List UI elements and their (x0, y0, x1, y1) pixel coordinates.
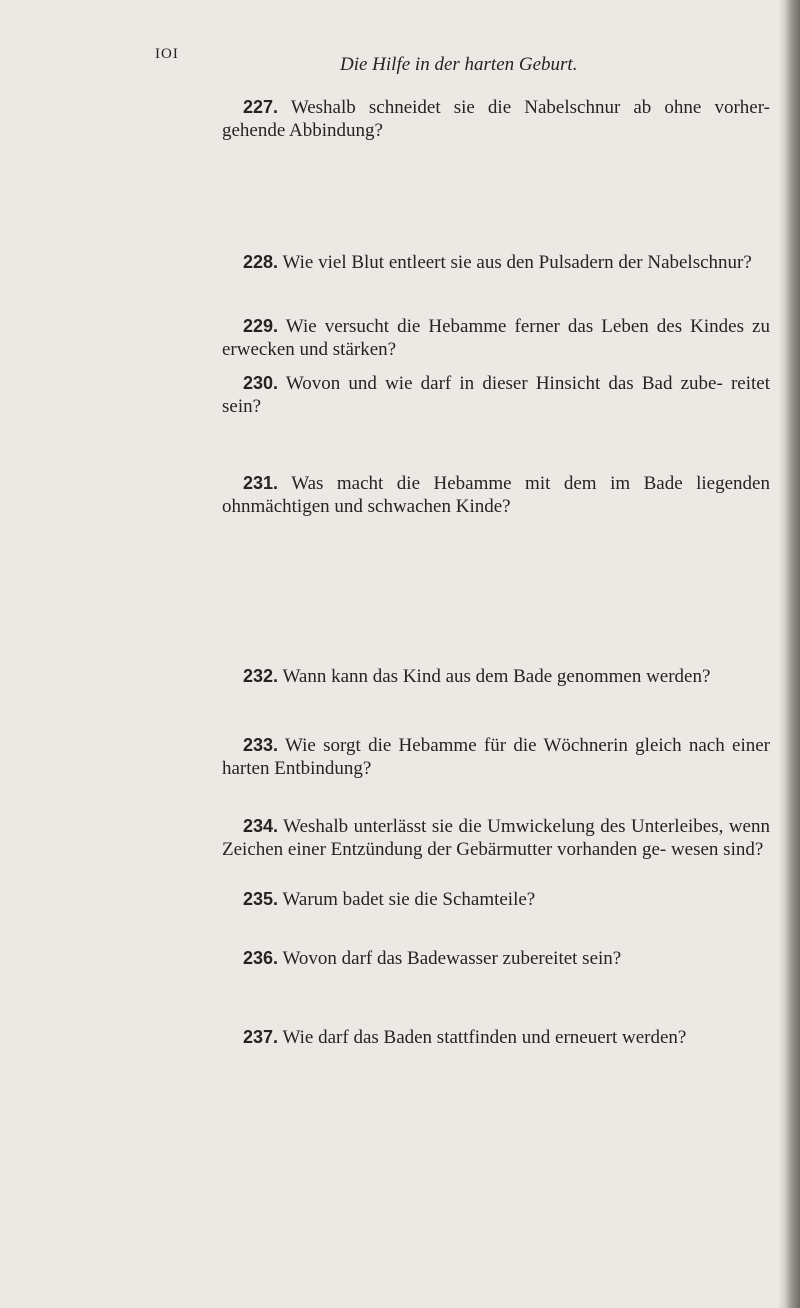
question-text: Wie sorgt die Hebamme für die Wöchnerin gleich nach einer harten Entbindung? (222, 735, 770, 779)
question-number: 227. (243, 97, 279, 117)
question-236 (222, 947, 770, 970)
question-229 (222, 315, 770, 361)
question-text: Wann kann das Kind aus dem Bade genommen werden? (282, 666, 711, 687)
question-number: 230. (243, 373, 279, 393)
question-text: Weshalb schneidet sie die Nabelschnur ab ohne vorher- gehende Abbindung? (222, 97, 770, 141)
running-title: Die Hilfe in der harten Geburt. (340, 54, 578, 75)
question-text: Wie versucht die Hebamme ferner das Leben des Kindes zu erwecken und stärken? (222, 316, 770, 360)
question-number: 234. (243, 816, 279, 836)
question-234 (222, 815, 770, 861)
question-232 (222, 665, 770, 688)
question-number: 235. (243, 889, 279, 909)
question-number: 229. (243, 316, 279, 336)
question-227 (222, 96, 770, 142)
question-text: Warum badet sie die Schamteile? (282, 889, 536, 910)
question-237 (222, 1026, 770, 1049)
question-number: 236. (243, 948, 279, 968)
question-233 (222, 734, 770, 780)
page-edge-shadow (778, 0, 800, 1308)
question-text: Wovon darf das Badewasser zubereitet sein? (282, 948, 622, 969)
question-231 (222, 472, 770, 518)
question-number: 228. (243, 252, 279, 272)
question-number: 231. (243, 473, 279, 493)
question-text: Wie darf das Baden stattfinden und erneuert werden? (282, 1027, 687, 1048)
question-228 (222, 251, 770, 274)
question-text: Wovon und wie darf in dieser Hinsicht das Bad zube- reitet sein? (222, 373, 770, 417)
page-number: IOI (155, 46, 179, 62)
question-text: Was macht die Hebamme mit dem im Bade liegenden ohnmächtigen und schwachen Kinde? (222, 473, 770, 517)
question-text: Wie viel Blut entleert sie aus den Pulsadern der Nabelschnur? (282, 252, 752, 273)
question-number: 232. (243, 666, 279, 686)
question-number: 233. (243, 735, 279, 755)
question-230 (222, 372, 770, 418)
question-235 (222, 888, 770, 911)
question-text: Weshalb unterlässt sie die Umwickelung des Unterleibes, wenn Zeichen einer Entzündung der Gebärmutter vorhanden ge- wesen sind? (222, 816, 770, 860)
question-number: 237. (243, 1027, 279, 1047)
